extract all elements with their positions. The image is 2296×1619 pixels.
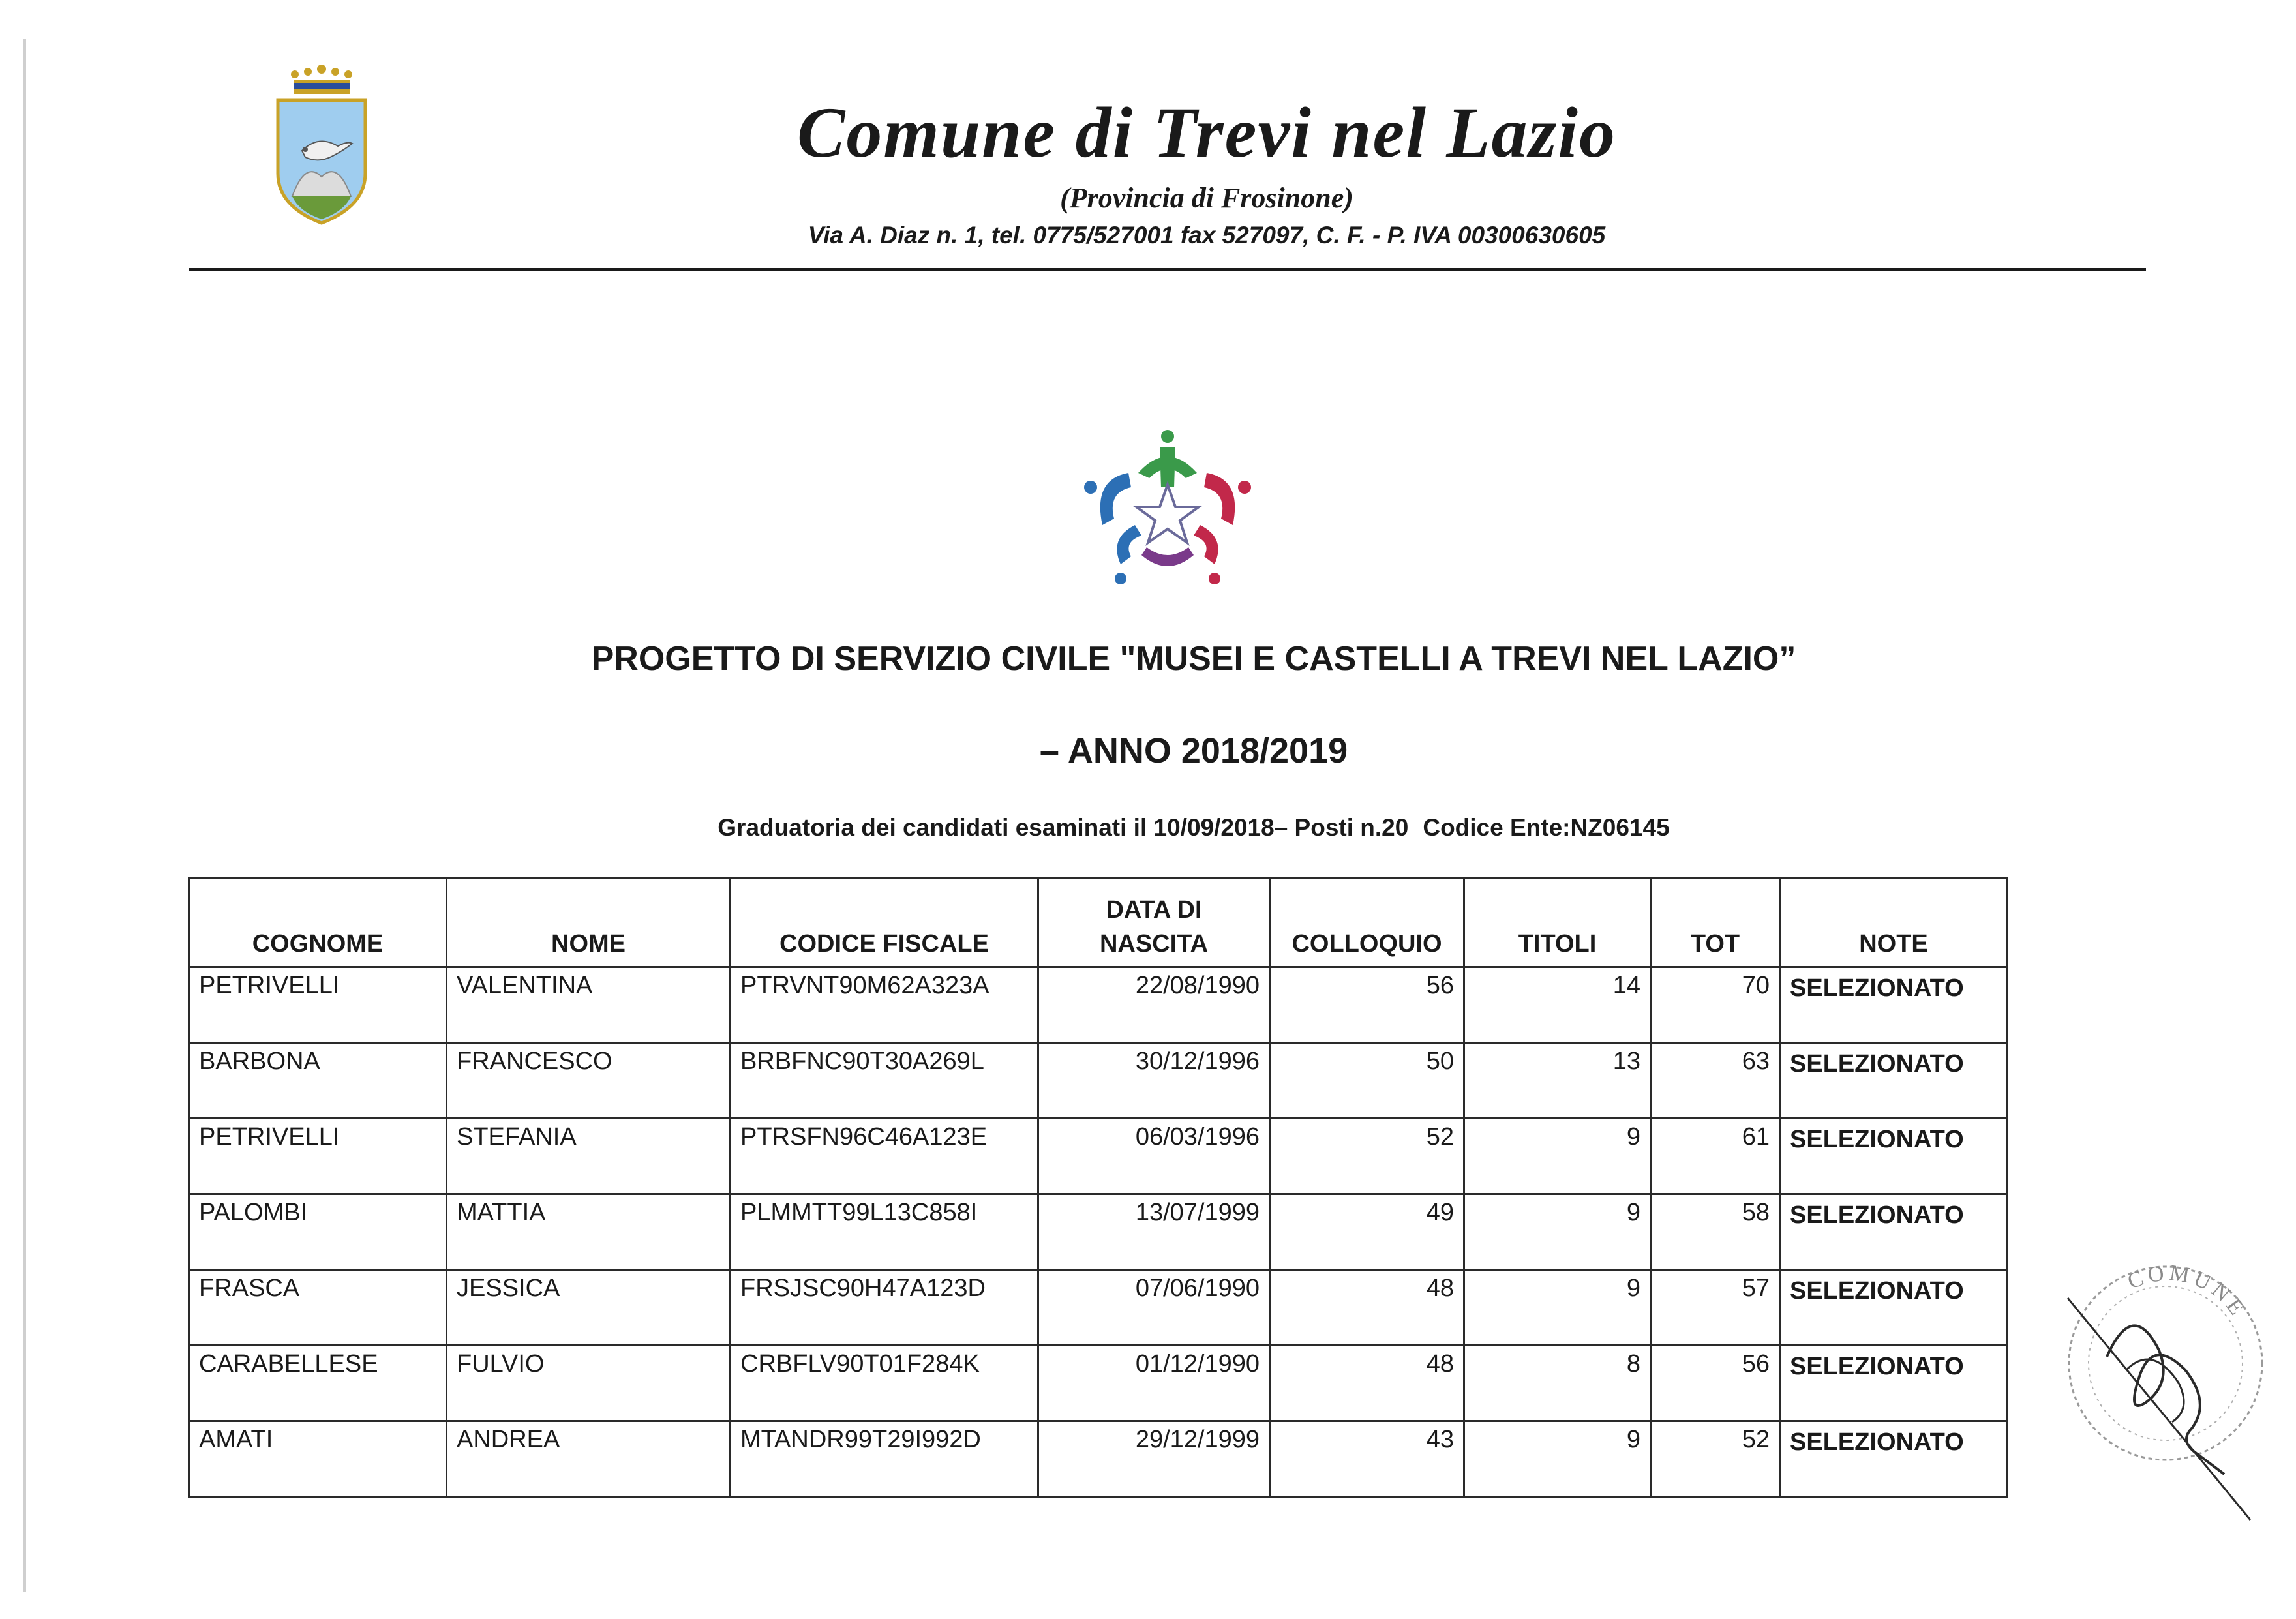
cell-cognome: AMATI xyxy=(189,1421,447,1497)
cell-codice-fiscale: BRBFNC90T30A269L xyxy=(731,1043,1038,1119)
table-row xyxy=(189,1119,2008,1194)
table-row xyxy=(189,1043,2008,1119)
cell-note: SELEZIONATO xyxy=(1780,1270,2008,1346)
header-data-nascita-line1: DATA DI xyxy=(1106,896,1202,924)
cell-codice-fiscale: FRSJSC90H47A123D xyxy=(731,1270,1038,1346)
cell-codice-fiscale: PTRSFN96C46A123E xyxy=(731,1119,1038,1194)
cell-data-nascita: 13/07/1999 xyxy=(1038,1194,1270,1270)
cell-colloquio: 48 xyxy=(1270,1346,1464,1421)
header-titoli: TITOLI xyxy=(1464,879,1651,967)
cell-titoli: 13 xyxy=(1464,1043,1651,1119)
cell-cognome: PETRIVELLI xyxy=(189,1119,447,1194)
cell-codice-fiscale: PLMMTT99L13C858I xyxy=(731,1194,1038,1270)
cell-nome: STEFANIA xyxy=(447,1119,731,1194)
comune-title: Comune di Trevi nel Lazio xyxy=(797,93,1616,172)
header-data-nascita-line2: NASCITA xyxy=(1099,930,1209,958)
ranking-description: Graduatoria dei candidati esaminati il 10/09/2018– Posti n.20 xyxy=(718,814,1409,841)
cell-tot: 52 xyxy=(1651,1421,1780,1497)
header-tot: TOT xyxy=(1651,879,1780,967)
header-codice-fiscale: CODICE FISCALE xyxy=(731,879,1038,967)
cell-data-nascita: 01/12/1990 xyxy=(1038,1346,1270,1421)
cell-tot: 61 xyxy=(1651,1119,1780,1194)
cell-cognome: PALOMBI xyxy=(189,1194,447,1270)
cell-tot: 70 xyxy=(1651,967,1780,1043)
cell-colloquio: 56 xyxy=(1270,967,1464,1043)
cell-nome: VALENTINA xyxy=(447,967,731,1043)
cell-tot: 63 xyxy=(1651,1043,1780,1119)
cell-nome: FRANCESCO xyxy=(447,1043,731,1119)
cell-note: SELEZIONATO xyxy=(1780,967,2008,1043)
cell-tot: 57 xyxy=(1651,1270,1780,1346)
cell-titoli: 9 xyxy=(1464,1421,1651,1497)
ranking-info xyxy=(0,814,2296,841)
cell-note: SELEZIONATO xyxy=(1780,1119,2008,1194)
cell-titoli: 9 xyxy=(1464,1194,1651,1270)
cell-titoli: 9 xyxy=(1464,1270,1651,1346)
cell-nome: MATTIA xyxy=(447,1194,731,1270)
table-row xyxy=(189,1346,2008,1421)
cell-cognome: FRASCA xyxy=(189,1270,447,1346)
cell-note: SELEZIONATO xyxy=(1780,1346,2008,1421)
header-colloquio: COLLOQUIO xyxy=(1270,879,1464,967)
cell-cognome: BARBONA xyxy=(189,1043,447,1119)
cell-titoli: 14 xyxy=(1464,967,1651,1043)
cell-tot: 58 xyxy=(1651,1194,1780,1270)
project-title: PROGETTO DI SERVIZIO CIVILE "MUSEI E CASTELLI A TREVI NEL LAZIO” xyxy=(591,640,1796,678)
table-header-row xyxy=(189,879,2008,967)
cell-colloquio: 50 xyxy=(1270,1043,1464,1119)
cell-tot: 56 xyxy=(1651,1346,1780,1421)
cell-nome: JESSICA xyxy=(447,1270,731,1346)
cell-data-nascita: 06/03/1996 xyxy=(1038,1119,1270,1194)
cell-cognome: CARABELLESE xyxy=(189,1346,447,1421)
ranking-table xyxy=(188,877,2008,1498)
cell-data-nascita: 07/06/1990 xyxy=(1038,1270,1270,1346)
header-cognome: COGNOME xyxy=(189,879,447,967)
cell-nome: FULVIO xyxy=(447,1346,731,1421)
cell-titoli: 9 xyxy=(1464,1119,1651,1194)
cell-colloquio: 52 xyxy=(1270,1119,1464,1194)
address-line: Via A. Diaz n. 1, tel. 0775/527001 fax 527097, C. F. - P. IVA 00300630605 xyxy=(808,222,1606,249)
cell-titoli: 8 xyxy=(1464,1346,1651,1421)
cell-data-nascita: 29/12/1999 xyxy=(1038,1421,1270,1497)
header-note: NOTE xyxy=(1780,879,2008,967)
cell-colloquio: 48 xyxy=(1270,1270,1464,1346)
cell-note: SELEZIONATO xyxy=(1780,1194,2008,1270)
cell-codice-fiscale: MTANDR99T29I992D xyxy=(731,1421,1038,1497)
header-data-nascita xyxy=(1038,879,1270,967)
table-row xyxy=(189,1270,2008,1346)
cell-colloquio: 49 xyxy=(1270,1194,1464,1270)
cell-cognome: PETRIVELLI xyxy=(189,967,447,1043)
cell-note: SELEZIONATO xyxy=(1780,1043,2008,1119)
year-title: – ANNO 2018/2019 xyxy=(1039,731,1348,770)
cell-nome: ANDREA xyxy=(447,1421,731,1497)
cell-colloquio: 43 xyxy=(1270,1421,1464,1497)
cell-codice-fiscale: PTRVNT90M62A323A xyxy=(731,967,1038,1043)
header-nome: NOME xyxy=(447,879,731,967)
official-stamp-icon xyxy=(2055,1259,2283,1533)
stamp-text: COMUNE xyxy=(2124,1260,2251,1323)
table-row xyxy=(189,1421,2008,1497)
cell-data-nascita: 30/12/1996 xyxy=(1038,1043,1270,1119)
svg-text:COMUNE xyxy=(2124,1261,2251,1323)
table-row xyxy=(189,1194,2008,1270)
servizio-civile-emblem-icon xyxy=(1076,427,1259,590)
cell-note: SELEZIONATO xyxy=(1780,1421,2008,1497)
table-row xyxy=(189,967,2008,1043)
province-subtitle: (Provincia di Frosinone) xyxy=(1060,182,1353,214)
cell-codice-fiscale: CRBFLV90T01F284K xyxy=(731,1346,1038,1421)
entity-code: Codice Ente:NZ06145 xyxy=(1423,814,1670,841)
header-divider xyxy=(189,268,2146,271)
cell-data-nascita: 22/08/1990 xyxy=(1038,967,1270,1043)
